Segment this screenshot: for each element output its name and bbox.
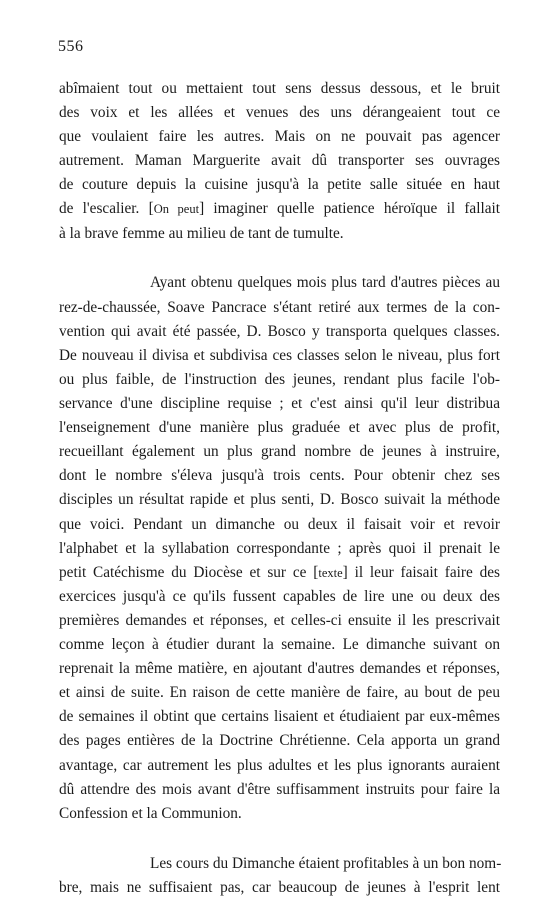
text-line: dû attendre des mois avant d'être suffisamment instruits pour faire la [59,781,500,798]
text-line: recueillant également un plus grand nombre de jeunes à instruire, [59,443,500,460]
text-line: abîmaient tout ou mettaient tout sens dessus dessous, et le bruit [59,80,500,97]
text-line: de l'escalier. [On peut] imaginer quelle patience héroïque il fallait [59,200,500,217]
page-number: 556 [58,38,84,55]
text-line: rez-de-chaussée, Soave Pancrace s'étant retiré aux termes de la con- [59,299,500,316]
text-line: bre, mais ne suffisaient pas, car beaucoup de jeunes à l'esprit lent [59,879,500,896]
text-line: comme leçon à étudier durant la semaine. Le dimanche suivant on [59,636,500,653]
text-line: Confession et la Communion. [59,805,242,822]
text-line: premières demandes et réponses, et celles-ci ensuite il les prescrivait [59,612,500,629]
text-line: ou plus faible, de l'instruction des jeunes, rendant plus facile l'ob- [59,371,500,388]
text-line: petit Catéchisme du Diocèse et sur ce [texte] il leur faisait faire des [59,564,501,581]
text-line: reprenait la même matière, en ajoutant d'autres demandes et réponses, [59,660,500,677]
text-line: De nouveau il divisa et subdivisa ces classes selon le niveau, plus fort [59,347,500,364]
text-line: avantage, car autrement les plus adultes et les plus ignorants auraient [59,757,500,774]
text-line: des voix et les allées et venues des uns dérangeaient tout ce [59,104,500,121]
text-line: et ainsi de suite. En raison de cette manière de faire, au bout de peu [59,684,500,701]
text-line: à la brave femme au milieu de tant de tumulte. [59,225,344,242]
text-line: de semaines il obtint que certains lisaient et étudiaient par eux-mêmes [59,708,500,725]
text-line: que voulaient faire les autres. Mais on ne pouvait pas agencer [59,128,500,145]
text-line: l'enseignement d'une manière plus graduée et avec plus de profit, [59,419,500,436]
text-line: vention qui avait été passée, D. Bosco y transporta quelques classes. [59,323,500,340]
text-line: Ayant obtenu quelques mois plus tard d'autres pièces au [150,274,500,291]
text-line: servance d'une discipline requise ; et c'est ainsi qu'il leur distribua [59,395,500,412]
text-line: autrement. Maman Marguerite avait dû transporter ses ouvrages [59,152,500,169]
text-line: de couture depuis la cuisine jusqu'à la petite salle située en haut [59,176,500,193]
text-line: disciples un résultat rapide et plus senti, D. Bosco suivait la méthode [59,491,500,508]
text-line: exercices jusqu'à ce qu'ils fussent capables de lire une ou deux des [59,588,500,605]
text-line: dont le nombre s'éleva jusqu'à trois cents. Pour obtenir chez ses [59,467,500,484]
text-line: que voici. Pendant un dimanche ou deux il faisait voir et revoir [59,516,500,533]
text-line: des pages entières de la Doctrine Chrétienne. Cela apporta un grand [59,732,500,749]
text-line: Les cours du Dimanche étaient profitables à un bon nom- [150,855,502,872]
text-line: l'alphabet et la syllabation correspondante ; après quoi il prenait le [59,540,500,557]
